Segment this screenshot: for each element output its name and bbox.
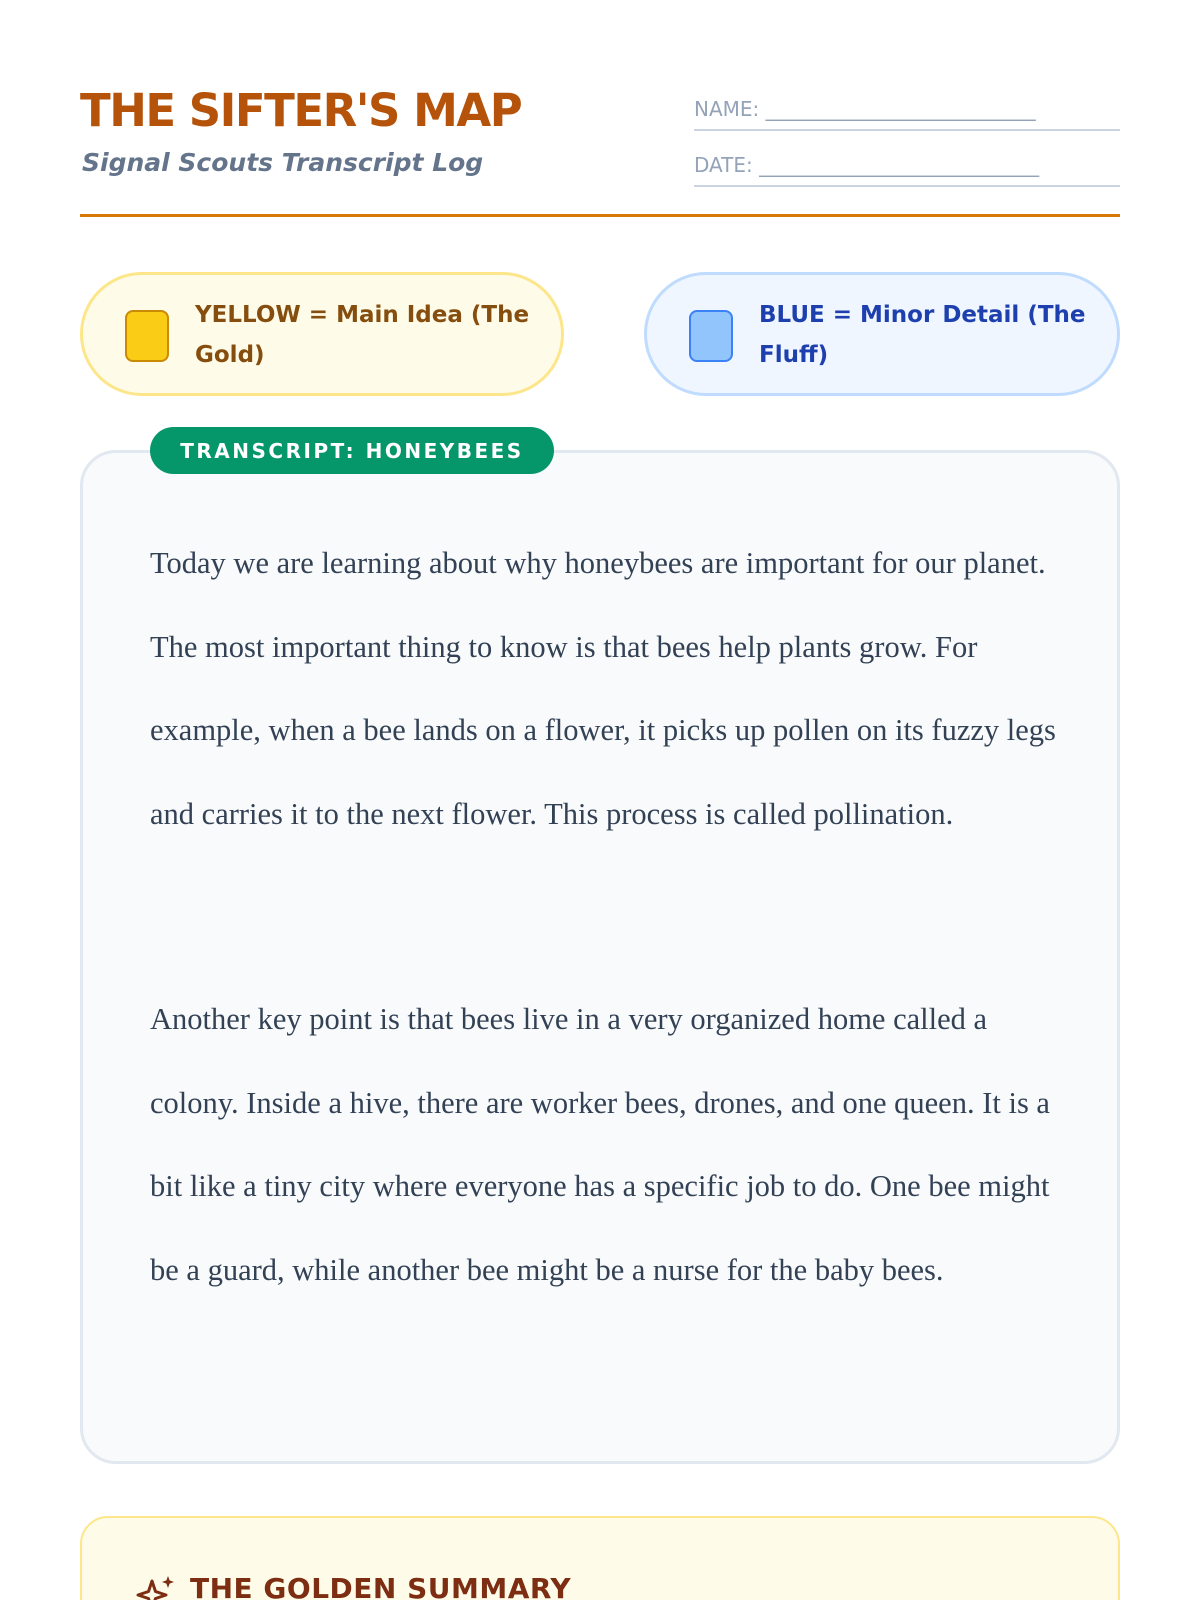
transcript-paragraph-2[interactable]: Another key point is that bees live in a very organized home called a colony. Inside a hive, there are worker bees, drones, and one queen. It is a bit like a tiny city where everyone has a specific job to do. One bee might be a guard, while another bee might be a nurse for the baby bees. — [150, 1002, 1050, 1287]
sparkle-icon — [136, 1573, 180, 1600]
name-field[interactable]: NAME: ___________________________ — [694, 97, 1120, 131]
page-subtitle: Signal Scouts Transcript Log — [82, 148, 484, 177]
transcript-tab-label: TRANSCRIPT: HONEYBEES — [150, 427, 554, 474]
main-idea-label: YELLOW = Main Idea (The Gold) — [195, 302, 530, 368]
page-title: THE SIFTER'S MAP — [80, 84, 522, 137]
transcript-paragraph-1[interactable]: Today we are learning about why honeybees are important for our planet. The most important thing to know is that bees help plants grow. For example, when a bee lands on a flower, it picks up pollen on its fuzzy legs and carries it to the next flower. This process is called pollination. — [150, 546, 1056, 831]
minor-detail-legend — [644, 272, 1120, 396]
blue-swatch — [689, 310, 733, 362]
minor-detail-label: BLUE = Minor Detail (The Fluff) — [759, 302, 1086, 368]
golden-summary-title: THE GOLDEN SUMMARY — [190, 1572, 572, 1600]
main-idea-legend — [80, 272, 564, 396]
yellow-swatch — [125, 310, 169, 362]
header-divider — [80, 214, 1120, 217]
date-field[interactable]: DATE: ____________________________ — [694, 153, 1120, 187]
